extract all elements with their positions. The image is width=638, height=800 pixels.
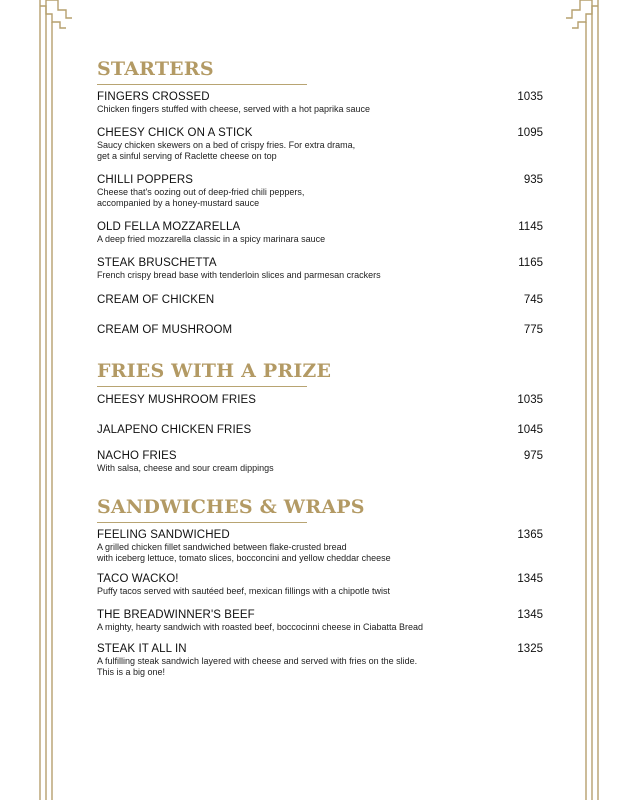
- item-name: STEAK BRUSCHETTA: [97, 257, 217, 269]
- section-fries: [97, 360, 543, 387]
- menu-item: [97, 529, 543, 563]
- item-description: Chicken fingers stuffed with cheese, served with a hot paprika sauce: [97, 104, 370, 114]
- item-price: 1345: [517, 573, 543, 585]
- item-price: 975: [523, 450, 543, 462]
- item-description: A fulfilling steak sandwich layered with cheese and served with fries on the slide. This is a big one!: [97, 656, 418, 677]
- item-name: STEAK IT ALL IN: [97, 643, 187, 655]
- title-underline: [97, 522, 307, 523]
- menu-item: [97, 294, 543, 307]
- item-name: CHEESY CHICK ON A STICK: [97, 127, 253, 139]
- menu-item: [97, 643, 543, 677]
- menu-item: [97, 450, 543, 474]
- item-name: CREAM OF CHICKEN: [97, 294, 215, 306]
- item-name: FEELING SANDWICHED: [97, 529, 230, 541]
- item-name: JALAPENO CHICKEN FRIES: [97, 424, 252, 436]
- item-name: THE BREADWINNER'S BEEF: [97, 609, 255, 621]
- section-title: FRIES WITH A PRIZE: [97, 360, 332, 382]
- menu-item: [97, 573, 543, 597]
- item-description: A mighty, hearty sandwich with roasted beef, boccocinni cheese in Ciabatta Bread: [97, 622, 424, 632]
- title-underline: [97, 84, 307, 85]
- section-title: STARTERS: [97, 58, 214, 80]
- menu-item: [97, 257, 543, 281]
- menu-item: [97, 609, 543, 633]
- item-price: 1345: [517, 609, 543, 621]
- item-description: French crispy bread base with tenderloin slices and parmesan crackers: [97, 270, 381, 280]
- item-name: FINGERS CROSSED: [97, 91, 210, 103]
- menu-item: [97, 324, 543, 337]
- section-sandwiches: [97, 496, 543, 523]
- item-price: 1145: [518, 221, 543, 233]
- item-price: 1365: [517, 529, 543, 541]
- title-underline: [97, 386, 307, 387]
- menu-item: [97, 424, 543, 437]
- menu-item: [97, 174, 543, 208]
- item-name: CHILLI POPPERS: [97, 174, 193, 186]
- section-starters: [97, 58, 543, 85]
- item-price: 745: [523, 294, 543, 306]
- item-price: 1035: [517, 91, 543, 103]
- item-description: With salsa, cheese and sour cream dippings: [97, 463, 274, 473]
- item-name: NACHO FRIES: [97, 450, 177, 462]
- item-price: 775: [523, 324, 543, 336]
- item-price: 1035: [517, 394, 543, 406]
- menu-item: [97, 221, 543, 245]
- item-name: TACO WACKO!: [97, 573, 179, 585]
- item-description: A grilled chicken fillet sandwiched between flake-crusted bread with iceberg lettuce, tomato slices, bocconcini and yellow cheddar cheese: [97, 542, 391, 563]
- item-description: Cheese that's oozing out of deep-fried chili peppers, accompanied by a honey-mustard sauce: [97, 187, 305, 208]
- menu-item: [97, 91, 543, 115]
- item-price: 1165: [518, 257, 543, 269]
- item-name: CHEESY MUSHROOM FRIES: [97, 394, 257, 406]
- item-description: A deep fried mozzarella classic in a spicy marinara sauce: [97, 234, 326, 244]
- item-description: Puffy tacos served with sautéed beef, mexican fillings with a chipotle twist: [97, 586, 390, 596]
- menu-item: [97, 394, 543, 407]
- section-title: SANDWICHES & WRAPS: [97, 496, 365, 518]
- item-price: 1045: [517, 424, 543, 436]
- item-price: 1095: [517, 127, 543, 139]
- item-price: 935: [523, 174, 543, 186]
- item-name: OLD FELLA MOZZARELLA: [97, 221, 241, 233]
- menu-item: [97, 127, 543, 161]
- item-price: 1325: [517, 643, 543, 655]
- item-description: Saucy chicken skewers on a bed of crispy fries. For extra drama, get a sinful serving of Raclette cheese on top: [97, 140, 356, 161]
- item-name: CREAM OF MUSHROOM: [97, 324, 233, 336]
